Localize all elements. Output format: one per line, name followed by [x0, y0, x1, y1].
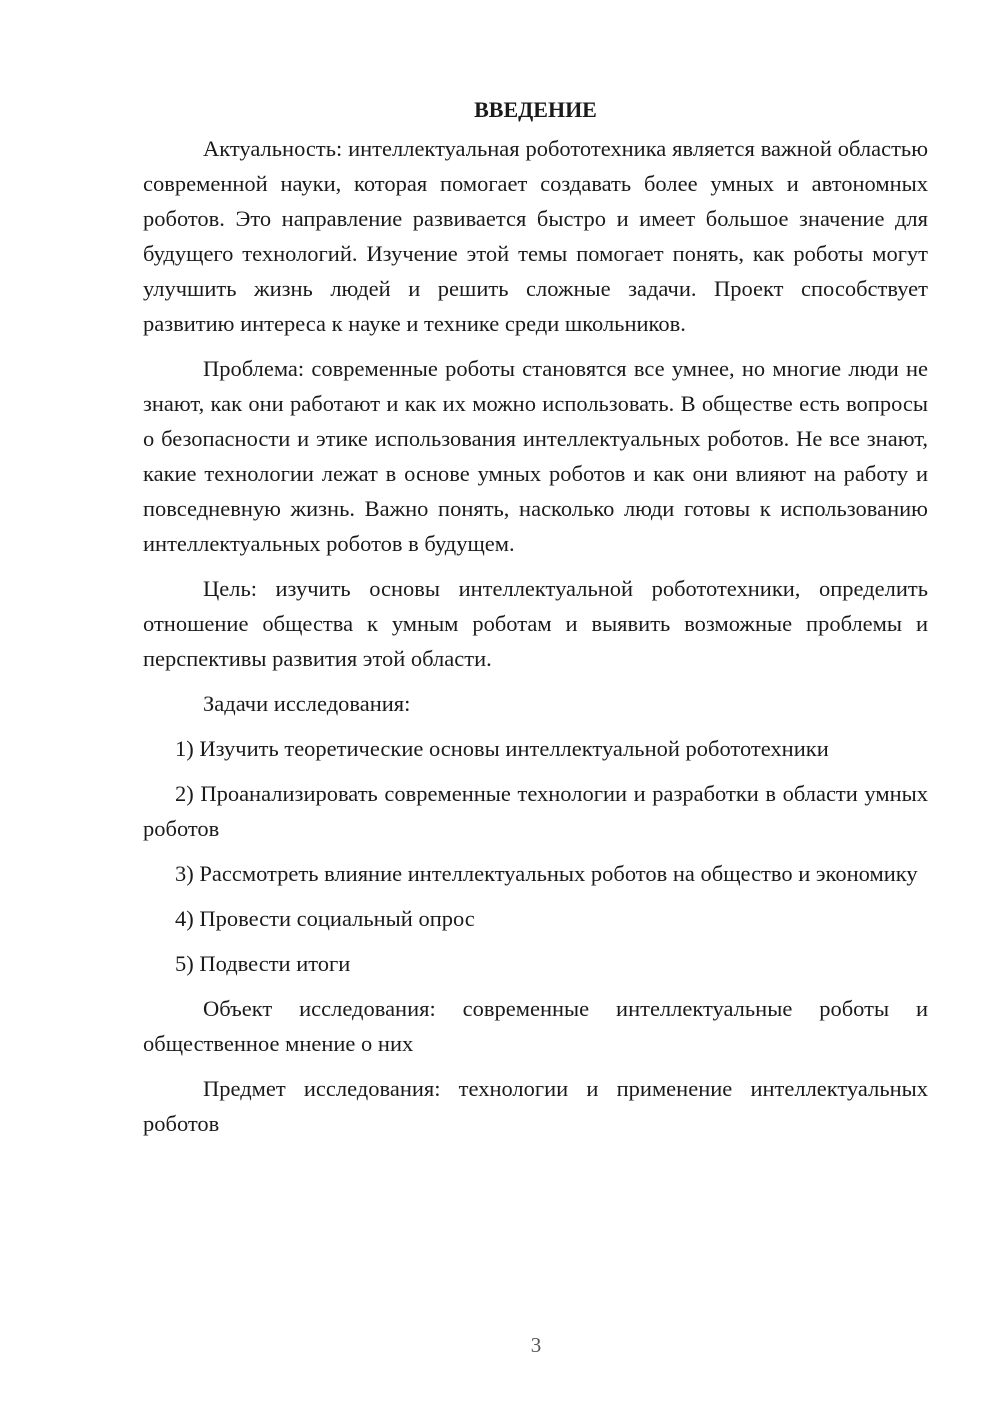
- task-item-3: 3) Рассмотреть влияние интеллектуальных роботов на общество и экономику: [175, 861, 918, 886]
- page-content: [143, 92, 928, 1151]
- object-paragraph: Объект исследования: современные интеллектуальные роботы и общественное мнение о них: [143, 996, 928, 1056]
- task-item-5: 5) Подвести итоги: [175, 951, 351, 976]
- subject-paragraph: Предмет исследования: технологии и применение интеллектуальных роботов: [143, 1076, 928, 1136]
- page-number: 3: [530, 1333, 542, 1357]
- task-item-1: 1) Изучить теоретические основы интеллектуальной робототехники: [175, 736, 829, 761]
- task-item-4: 4) Провести социальный опрос: [175, 906, 475, 931]
- section-heading: ВВЕДЕНИЕ: [474, 97, 597, 122]
- problem-paragraph: Проблема: современные роботы становятся все умнее, но многие люди не знают, как они работают и как их можно использовать. В обществе есть вопросы о безопасности и этике использования интеллектуальных роботов. Не все знают, какие технологии лежат в основе умных роботов и как они влияют на работу и повседневную жизнь. Важно понять, насколько люди готовы к использованию интеллектуальных роботов в будущем.: [143, 356, 928, 556]
- task-item-2: 2) Проанализировать современные технологии и разработки в области умных роботов: [143, 781, 928, 841]
- goal-paragraph: Цель: изучить основы интеллектуальной робототехники, определить отношение общества к умным роботам и выявить возможные проблемы и перспективы развития этой области.: [143, 576, 928, 671]
- relevance-paragraph: Актуальность: интеллектуальная робототехника является важной областью современной науки, которая помогает создавать более умных и автономных роботов. Это направление развивается быстро и имеет большое значение для будущего технологий. Изучение этой темы помогает понять, как роботы могут улучшить жизнь людей и решить сложные задачи. Проект способствует развитию интереса к науке и технике среди школьников.: [143, 136, 928, 336]
- tasks-title: Задачи исследования:: [203, 691, 411, 716]
